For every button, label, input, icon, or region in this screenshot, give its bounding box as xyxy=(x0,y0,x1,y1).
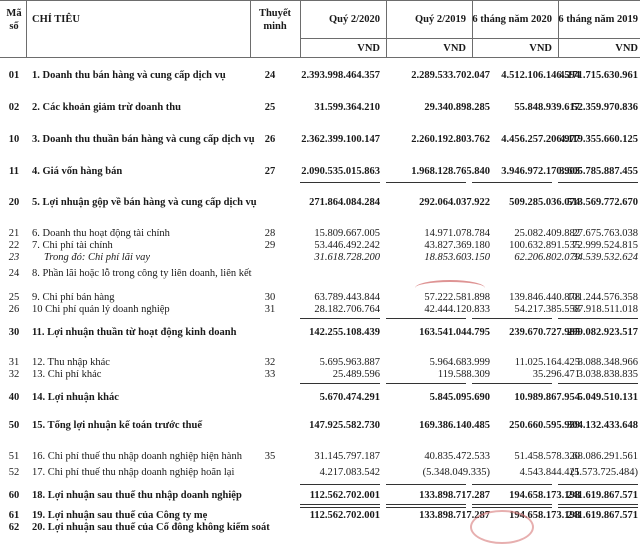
row-value: 299.082.923.517 xyxy=(567,327,638,338)
row-code: 32 xyxy=(8,369,20,380)
row-value: 250.660.595.939 xyxy=(509,420,580,431)
header-mid-rule xyxy=(300,38,640,39)
row-value: 2.362.399.100.147 xyxy=(301,134,380,145)
row-value: 513.569.772.670 xyxy=(567,197,638,208)
header-item: CHỈ TIÊU xyxy=(32,14,80,25)
row-name: 8. Phần lãi hoặc lỗ trong công ty liên doanh, liên kết xyxy=(32,268,252,279)
row-value: 163.541.044.795 xyxy=(419,327,490,338)
row-value: 5.964.683.999 xyxy=(429,357,490,368)
row-value: 10.989.867.954 xyxy=(514,392,580,403)
row-value: 239.670.727.985 xyxy=(509,327,580,338)
row-value: 28.182.706.764 xyxy=(314,304,380,315)
row-value: 54.217.385.558 xyxy=(514,304,580,315)
row-value: 72.999.524.815 xyxy=(572,240,638,251)
row-name: 19. Lợi nhuận sau thuế của Công ty mẹ xyxy=(32,510,208,521)
total-double-rule xyxy=(472,504,552,508)
row-value: 119.588.309 xyxy=(437,369,490,380)
row-name: 5. Lợi nhuận gộp về bán hàng và cung cấp dịch vụ xyxy=(32,197,257,208)
total-double-rule xyxy=(558,504,638,508)
row-name: Trong đó: Chi phí lãi vay xyxy=(44,252,151,263)
row-code: 23 xyxy=(8,252,20,263)
row-name: 2. Các khoản giảm trừ doanh thu xyxy=(32,102,181,113)
row-note: 29 xyxy=(264,240,276,251)
header-col4: 6 tháng năm 2019 xyxy=(558,14,638,25)
row-value: 31.145.797.187 xyxy=(314,451,380,462)
row-value: 57.222.581.898 xyxy=(424,292,490,303)
row-value: 4.543.844.421 xyxy=(519,467,580,478)
row-code: 10 xyxy=(8,134,20,145)
row-name: 12. Thu nhập khác xyxy=(32,357,110,368)
row-value: 51.458.578.320 xyxy=(514,451,580,462)
total-double-rule xyxy=(386,504,466,508)
row-name: 11. Lợi nhuận thuần từ hoạt động kinh doanh xyxy=(32,327,237,338)
row-value: 112.562.702.001 xyxy=(309,510,380,521)
row-value: 35.296.471 xyxy=(532,369,580,380)
row-code: 61 xyxy=(8,510,20,521)
subtotal-rule xyxy=(300,318,380,319)
row-value: 147.925.582.730 xyxy=(309,420,380,431)
row-code: 52 xyxy=(8,467,20,478)
row-value: 34.539.532.624 xyxy=(572,252,638,263)
subtotal-rule xyxy=(558,383,638,384)
row-value: 241.619.867.571 xyxy=(567,490,638,501)
row-note: 26 xyxy=(264,134,276,145)
row-note: 25 xyxy=(264,102,276,113)
row-value: 4.456.257.206.977 xyxy=(501,134,580,145)
row-value: 241.619.867.571 xyxy=(567,510,638,521)
subtotal-rule xyxy=(472,383,552,384)
row-name: 18. Lợi nhuận sau thuế thu nhập doanh nghiệp xyxy=(32,490,242,501)
row-value: 29.340.898.285 xyxy=(424,102,490,113)
header-col3: 6 tháng năm 2020 xyxy=(472,14,552,25)
row-value: 4.512.106.146.594 xyxy=(501,70,580,81)
row-value: 18.853.603.150 xyxy=(424,252,490,263)
row-code: 62 xyxy=(8,522,20,533)
row-value: 142.255.108.439 xyxy=(309,327,380,338)
row-note: 27 xyxy=(264,166,276,177)
row-code: 31 xyxy=(8,357,20,368)
row-value: 27.675.763.038 xyxy=(572,228,638,239)
subtotal-rule xyxy=(300,484,380,485)
header-code-1: Mã xyxy=(6,8,22,19)
subtotal-rule xyxy=(558,318,638,319)
row-code: 21 xyxy=(8,228,20,239)
row-code: 24 xyxy=(8,268,20,279)
row-value: 2.260.192.803.762 xyxy=(411,134,490,145)
row-value: 133.898.717.287 xyxy=(419,510,490,521)
row-name: 17. Chi phí thuế thu nhập doanh nghiệp hoãn lại xyxy=(32,467,235,478)
row-name: 1. Doanh thu bán hàng và cung cấp dịch vụ xyxy=(32,70,226,81)
row-value: 1.968.128.765.840 xyxy=(411,166,490,177)
row-value: (5.348.049.335) xyxy=(422,467,490,478)
unit-col3: VND xyxy=(529,43,552,54)
row-value: 14.971.078.784 xyxy=(424,228,490,239)
row-value: 304.132.433.648 xyxy=(567,420,638,431)
subtotal-rule xyxy=(386,383,466,384)
col-divider xyxy=(26,0,27,58)
row-value: 8.088.348.966 xyxy=(577,357,638,368)
subtotal-rule xyxy=(558,182,638,183)
subtotal-rule xyxy=(386,484,466,485)
row-note: 33 xyxy=(264,369,276,380)
row-value: 194.658.173.198 xyxy=(509,490,580,501)
row-note: 31 xyxy=(264,304,276,315)
subtotal-rule xyxy=(472,182,552,183)
row-name: 13. Chi phí khác xyxy=(32,369,102,380)
row-value: 139.846.440.878 xyxy=(509,292,580,303)
row-value: 169.386.140.485 xyxy=(419,420,490,431)
row-name: 3. Doanh thu thuần bán hàng và cung cấp dịch vụ xyxy=(32,134,255,145)
row-value: 100.632.891.535 xyxy=(509,240,580,251)
subtotal-rule xyxy=(558,484,638,485)
row-code: 40 xyxy=(8,392,20,403)
row-value: 4.171.715.630.961 xyxy=(559,70,638,81)
row-code: 51 xyxy=(8,451,20,462)
row-name: 7. Chi phí tài chính xyxy=(32,240,113,251)
row-value: 3.038.838.835 xyxy=(577,369,638,380)
company-seal-bottom xyxy=(470,510,534,544)
row-code: 30 xyxy=(8,327,20,338)
subtotal-rule xyxy=(300,182,380,183)
row-code: 01 xyxy=(8,70,20,81)
row-value: 55.848.939.617 xyxy=(514,102,580,113)
unit-col4: VND xyxy=(615,43,638,54)
row-value: 2.393.998.464.357 xyxy=(301,70,380,81)
row-value: 67.918.511.018 xyxy=(572,304,638,315)
row-value: (5.573.725.484) xyxy=(570,467,638,478)
row-value: 3.946.972.170.903 xyxy=(501,166,580,177)
table-header xyxy=(0,0,640,58)
row-value: 5.049.510.131 xyxy=(577,392,638,403)
row-value: 194.658.173.198 xyxy=(509,510,580,521)
row-value: 101.244.576.358 xyxy=(567,292,638,303)
header-note-1: Thuyết xyxy=(258,8,292,19)
row-name: 6. Doanh thu hoạt động tài chính xyxy=(32,228,170,239)
row-code: 02 xyxy=(8,102,20,113)
row-value: 15.809.667.005 xyxy=(314,228,380,239)
total-double-rule xyxy=(300,504,380,508)
row-value: 2.289.533.702.047 xyxy=(411,70,490,81)
header-top-rule xyxy=(0,0,640,1)
row-name: 14. Lợi nhuận khác xyxy=(32,392,119,403)
row-note: 32 xyxy=(264,357,276,368)
subtotal-rule xyxy=(472,318,552,319)
subtotal-rule xyxy=(300,383,380,384)
row-value: 292.064.037.922 xyxy=(419,197,490,208)
subtotal-rule xyxy=(386,182,466,183)
row-value: 5.845.095.690 xyxy=(429,392,490,403)
row-name: 10 Chi phí quản lý doanh nghiệp xyxy=(32,304,170,315)
row-code: 60 xyxy=(8,490,20,501)
row-value: 53.446.492.242 xyxy=(314,240,380,251)
row-value: 11.025.164.425 xyxy=(514,357,580,368)
row-value: 509.285.036.074 xyxy=(509,197,580,208)
row-code: 22 xyxy=(8,240,20,251)
row-value: 271.864.084.284 xyxy=(309,197,380,208)
col-divider xyxy=(250,0,251,58)
row-value: 25.489.596 xyxy=(332,369,380,380)
row-value: 43.827.369.180 xyxy=(424,240,490,251)
header-code-2: số xyxy=(9,21,19,32)
row-value: 52.359.970.836 xyxy=(572,102,638,113)
row-value: 2.090.535.015.863 xyxy=(301,166,380,177)
row-value: 42.444.120.833 xyxy=(424,304,490,315)
row-name: 9. Chi phí bán hàng xyxy=(32,292,115,303)
row-value: 133.898.717.287 xyxy=(419,490,490,501)
row-code: 26 xyxy=(8,304,20,315)
row-code: 50 xyxy=(8,420,20,431)
unit-col1: VND xyxy=(357,43,380,54)
row-code: 25 xyxy=(8,292,20,303)
header-note-2: minh xyxy=(263,21,287,32)
header-col2: Quý 2/2019 xyxy=(414,14,466,25)
subtotal-rule xyxy=(386,318,466,319)
header-bottom-rule xyxy=(0,57,640,58)
row-value: 68.086.291.561 xyxy=(572,451,638,462)
row-note: 30 xyxy=(264,292,276,303)
row-value: 112.562.702.001 xyxy=(309,490,380,501)
row-value: 63.789.443.844 xyxy=(314,292,380,303)
row-value: 25.082.409.882 xyxy=(514,228,580,239)
row-code: 20 xyxy=(8,197,20,208)
row-value: 31.599.364.210 xyxy=(314,102,380,113)
row-name: 20. Lợi nhuận sau thuế của Cổ đông không kiểm soát xyxy=(32,522,270,533)
row-note: 35 xyxy=(264,451,276,462)
row-value: 31.618.728.200 xyxy=(314,252,380,263)
row-value: 3.605.785.887.455 xyxy=(559,166,638,177)
row-value: 4.217.083.542 xyxy=(319,467,380,478)
row-note: 24 xyxy=(264,70,276,81)
row-code: 11 xyxy=(9,166,19,177)
row-value: 5.670.474.291 xyxy=(319,392,380,403)
row-value: 5.695.963.887 xyxy=(319,357,380,368)
header-col1: Quý 2/2020 xyxy=(328,14,380,25)
row-value: 40.835.472.533 xyxy=(424,451,490,462)
row-name: 4. Giá vốn hàng bán xyxy=(32,166,123,177)
row-value: 62.206.802.079 xyxy=(514,252,580,263)
row-name: 16. Chi phí thuế thu nhập doanh nghiệp hiện hành xyxy=(32,451,242,462)
row-name: 15. Tổng lợi nhuận kế toán trước thuế xyxy=(32,420,203,431)
unit-col2: VND xyxy=(443,43,466,54)
subtotal-rule xyxy=(472,484,552,485)
row-value: 4.119.355.660.125 xyxy=(559,134,638,145)
row-note: 28 xyxy=(264,228,276,239)
